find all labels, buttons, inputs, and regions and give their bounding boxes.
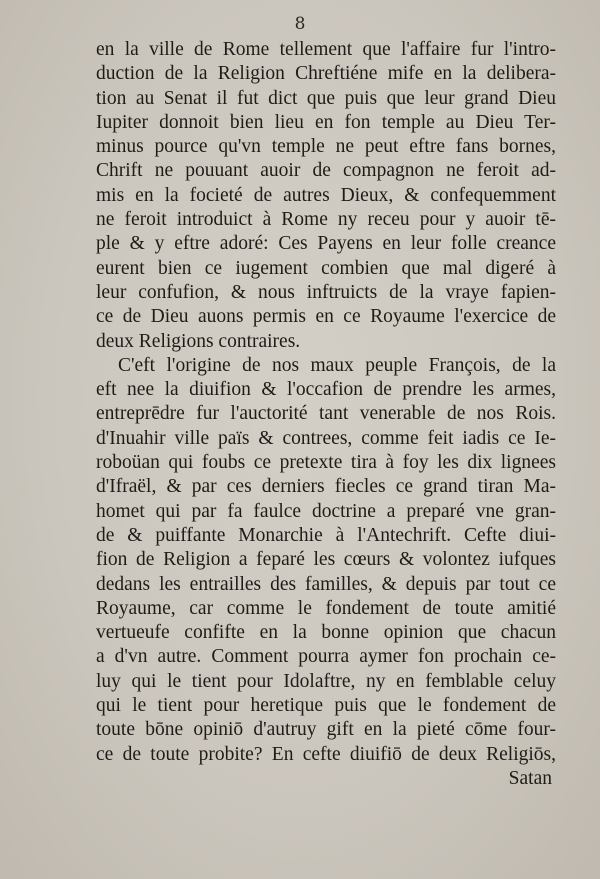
text-line-8: ne feroit introduict à Rome ny receu pour y auoir tē- (96, 209, 556, 231)
body-text (96, 38, 556, 791)
text-line-18: roboüan qui foubs ce pretexte tira à foy les dix lignees (96, 452, 556, 474)
text-line-4: Iupiter donnoit bien lieu en fon temple au Dieu Ter- (96, 111, 556, 133)
text-line-30: ce de toute probite? En cefte diuifiō de deux Religiōs, (96, 743, 556, 765)
text-line-10: eurent bien ce iugement combien que mal digeré à (96, 257, 556, 279)
text-line-14: C'eft l'origine de nos maux peuple François, de la (118, 354, 556, 376)
text-line-5: minus pource qu'vn temple ne peut eftre fans bornes, (96, 136, 556, 158)
catchword: Satan (508, 767, 552, 789)
text-line-23: dedans les entrailles des familles, & depuis par tout ce (96, 573, 556, 595)
text-line-16: entreprēdre fur l'auctorité tant venerable de nos Rois. (96, 403, 556, 425)
text-line-20: homet qui par fa faulce doctrine a preparé vne gran- (96, 500, 556, 522)
text-line-29: toute bōne opiniō d'autruy gift en la pieté cōme four- (96, 719, 556, 741)
text-line-22: fion de Religion a feparé les cœurs & volontez iufques (96, 549, 556, 571)
text-line-19: d'Ifraël, & par ces derniers fiecles ce grand tiran Ma- (96, 476, 556, 498)
text-line-27: luy qui le tient pour Idolaftre, ny en femblable celuy (96, 670, 556, 692)
text-line-24: Royaume, car comme le fondement de toute amitié (96, 597, 556, 619)
text-line-2: duction de la Religion Chreftiéne mife en la delibera- (96, 63, 556, 85)
text-line-9: ple & y eftre adoré: Ces Payens en leur folle creance (96, 233, 556, 255)
text-line-21: de & puiffante Monarchie à l'Antechrift. Cefte diui- (96, 524, 556, 546)
text-line-25: vertueufe confifte en la bonne opinion que chacun (96, 622, 556, 644)
text-line-6: Chrift ne pouuant auoir de compagnon ne feroit ad- (96, 160, 556, 182)
text-line-15: eft nee la diuifion & l'occafion de prendre les armes, (96, 379, 556, 401)
text-line-26: a d'vn autre. Comment pourra aymer fon prochain ce- (96, 646, 556, 668)
text-line-7: mis en la focieté de autres Dieux, & confequemment (96, 184, 556, 206)
text-line-12: ce de Dieu auons permis en ce Royaume l'exercice de (96, 306, 556, 328)
text-line-28: qui le tient pour heretique puis que le fondement de (96, 695, 556, 717)
text-line-11: leur confufion, & nous inftruicts de la vraye fapien- (96, 281, 556, 303)
page-number: 8 (294, 14, 306, 34)
text-line-1: en la ville de Rome tellement que l'affaire fur l'intro- (96, 39, 556, 60)
text-line-17: d'Inuahir ville païs & contrees, comme feit iadis ce Ie- (96, 427, 556, 449)
text-line-3: tion au Senat il fut dict que puis que leur grand Dieu (96, 87, 556, 109)
text-line-13: deux Religions contraires. (96, 330, 301, 352)
